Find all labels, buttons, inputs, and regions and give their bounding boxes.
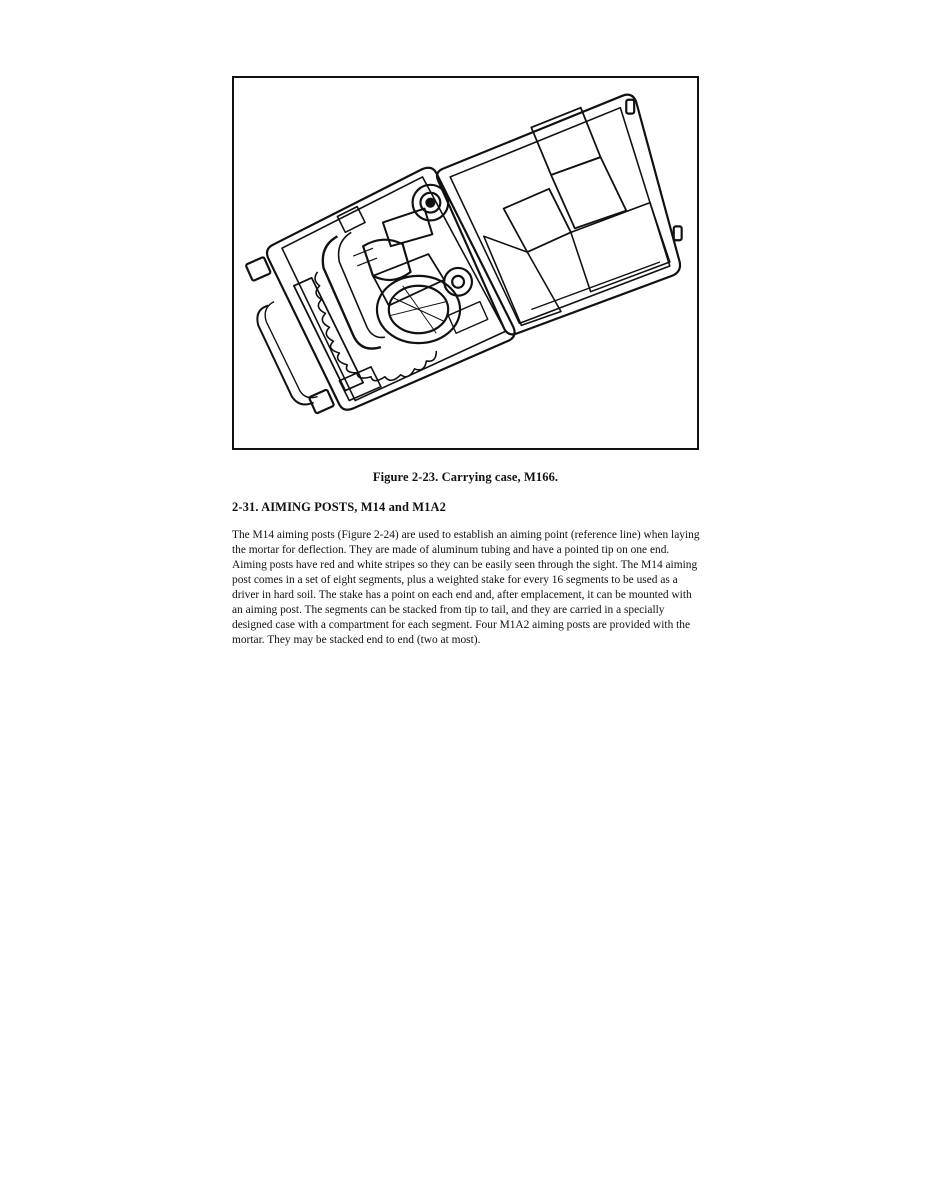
section-heading: 2-31. AIMING POSTS, M14 and M1A2 [232, 500, 446, 514]
figure-frame [232, 76, 699, 450]
figure-caption: Figure 2-23. Carrying case, M166. [372, 470, 559, 484]
body-paragraph: The M14 aiming posts (Figure 2-24) are used to establish an aiming point (reference line) when laying the mortar for deflection. They are made of aluminum tubing and have a pointed tip on one end. Aiming posts have red and white stripes so they can be easily seen through the sight. The M14 aiming post comes in a set of eight segments, plus a weighted stake for every 16 segments to be used as a driver in hard soil. The stake has a point on each end and, after emplacement, it can be mounted with an aiming post. The segments can be stacked from tip to tail, and they are carried in a specially designed case with a compartment for each segment. Four M1A2 aiming posts are provided with the mortar. They may be stacked end to end (two at most). [232, 529, 700, 646]
carrying-case-illustration [234, 78, 697, 448]
